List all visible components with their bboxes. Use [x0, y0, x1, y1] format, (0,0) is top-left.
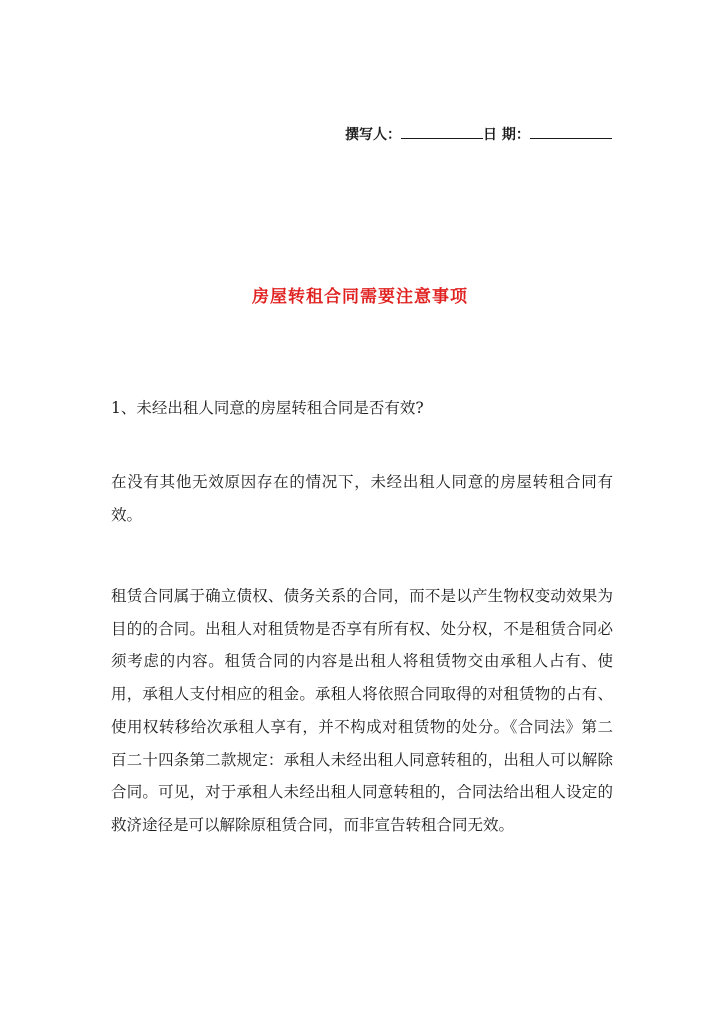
paragraph-2: 租赁合同属于确立债权、债务关系的合同，而不是以产生物权变动效果为目的的合同。出租人对租赁物是否享有所有权、处分权，不是租赁合同必须考虑的内容。租赁合同的内容是出租人将租赁物交由承租人占有、使用，承租人支付相应的租金。承租人将依照合同取得的对租赁物的占有、使用权转移给次承租人享有，并不构成对租赁物的处分。《合同法》第二百二十四条第二款规定：承租人未经出租人同意转租的，出租人可以解除合同。可见，对于承租人未经出租人同意转租的，合同法给出租人设定的救济途径是可以解除原租赁合同，而非宣告转租合同无效。: [111, 587, 613, 834]
paragraph-1: 在没有其他无效原因存在的情况下，未经出租人同意的房屋转租合同有效。: [111, 473, 613, 524]
author-date-line: [345, 124, 615, 145]
date-label: 日 期：: [483, 127, 530, 143]
author-label: 撰写人：: [345, 127, 401, 143]
author-blank: [401, 124, 483, 139]
date-blank: [530, 124, 612, 139]
question-heading: 1、未经出租人同意的房屋转租合同是否有效?: [111, 399, 424, 417]
document-title: 房屋转租合同需要注意事项: [252, 287, 468, 307]
